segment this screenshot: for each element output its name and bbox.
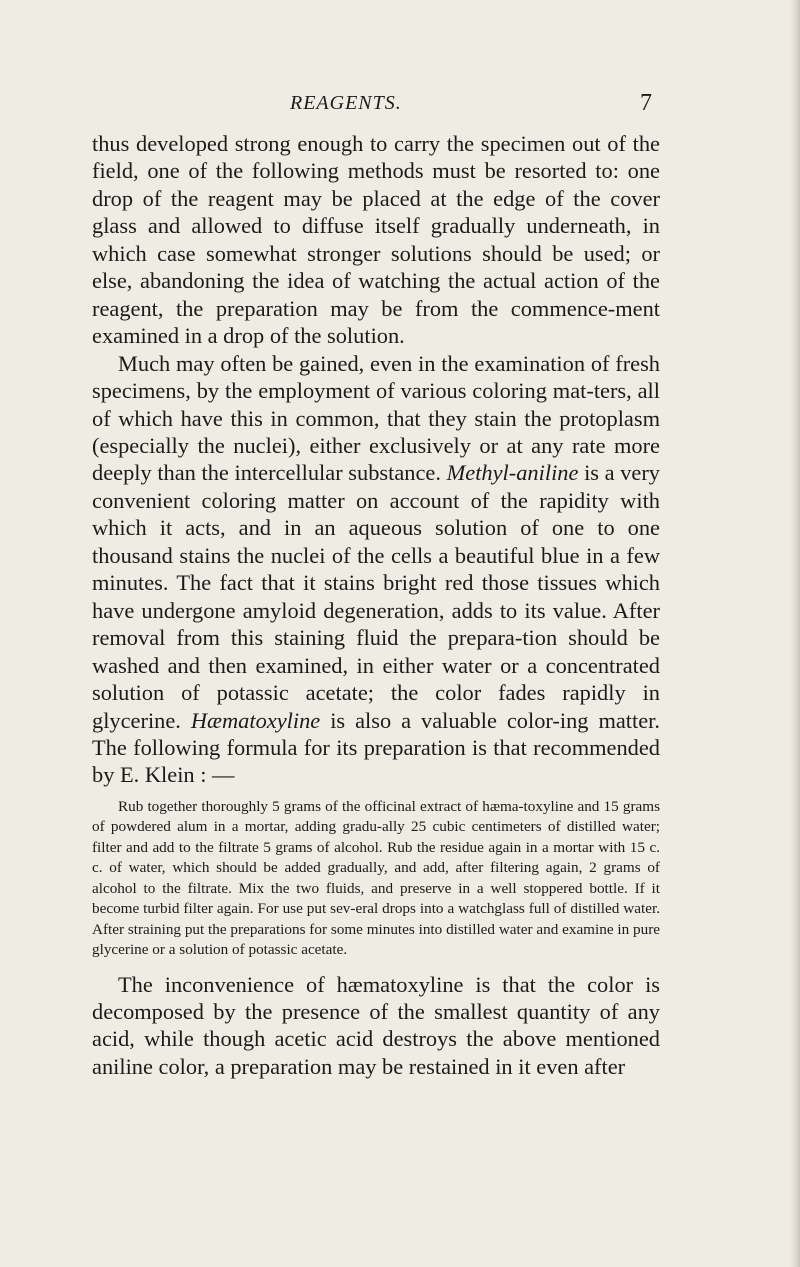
page-number: 7 xyxy=(640,90,652,116)
paragraph-2-part-b: is a very convenient coloring matter on account of the rapidity with which it acts, and in an aqueous solution of one to one thousand stains the nuclei of the cells a beautiful blue in a few minutes. The fact that it stains bright red those tissues which have undergone amyloid degeneration, adds to its value. After removal from this staining fluid the prepara-tion should be washed and then examined, in either water or a concentrated solution of potassic acetate; the color fades rapidly in glycerine. xyxy=(92,460,661,733)
paragraph-4: The inconvenience of hæmatoxyline is that the color is decomposed by the presence of the smallest quantity of any acid, while though acetic acid destroys the above mentioned aniline color, a preparation may be restained in it even after xyxy=(92,971,660,1079)
paragraph-1: thus developed strong enough to carry the specimen out of the field, one of the following methods must be resorted to: one drop of the reagent may be placed at the edge of the cover glass and allowed to diffuse itself gradually underneath, in which case somewhat stronger solutions should be used; or else, abandoning the idea of watching the actual action of the reagent, the preparation may be from the commence-ment examined in a drop of the solution. xyxy=(92,131,660,349)
paragraph-2-part-c: is also a valuable color-ing matter. The following formula for its preparation is that recommended by E. Klein : — xyxy=(92,707,661,788)
paragraph-2-part-a: Much may often be gained, even in the examination of fresh specimens, by the employment of various coloring mat-ters, all of which have this in common, that they stain the protoplasm (especially the nuclei), either exclusively or at any rate more deeply than the intercellular substance. xyxy=(92,350,660,486)
paragraph-2 xyxy=(92,350,660,789)
page-header xyxy=(92,92,660,122)
haematoxyline-term: Hæmatoxyline xyxy=(190,707,321,733)
methyl-aniline-term: Methyl-aniline xyxy=(446,460,579,486)
running-head: REAGENTS. xyxy=(290,92,402,114)
body-text xyxy=(92,130,660,1080)
page-edge-shadow xyxy=(790,0,800,1267)
formula-paragraph: Rub together thoroughly 5 grams of the officinal extract of hæma-toxyline and 15 grams of powdered alum in a mortar, adding gradu-ally 25 cubic centimeters of distilled water; filter and add to the filtrate 5 grams of alcohol. Rub the residue again in a mortar with 15 c. c. of water, which should be added gradually, and add, after filtering again, 2 grams of alcohol to the filtrate. Mix the two fluids, and preserve in a well stoppered bottle. If it become turbid filter again. For use put sev-eral drops into a watchglass full of distilled water. After straining put the preparations for some minutes into distilled water and examine in pure glycerine or a solution of potassic acetate. xyxy=(92,797,660,959)
